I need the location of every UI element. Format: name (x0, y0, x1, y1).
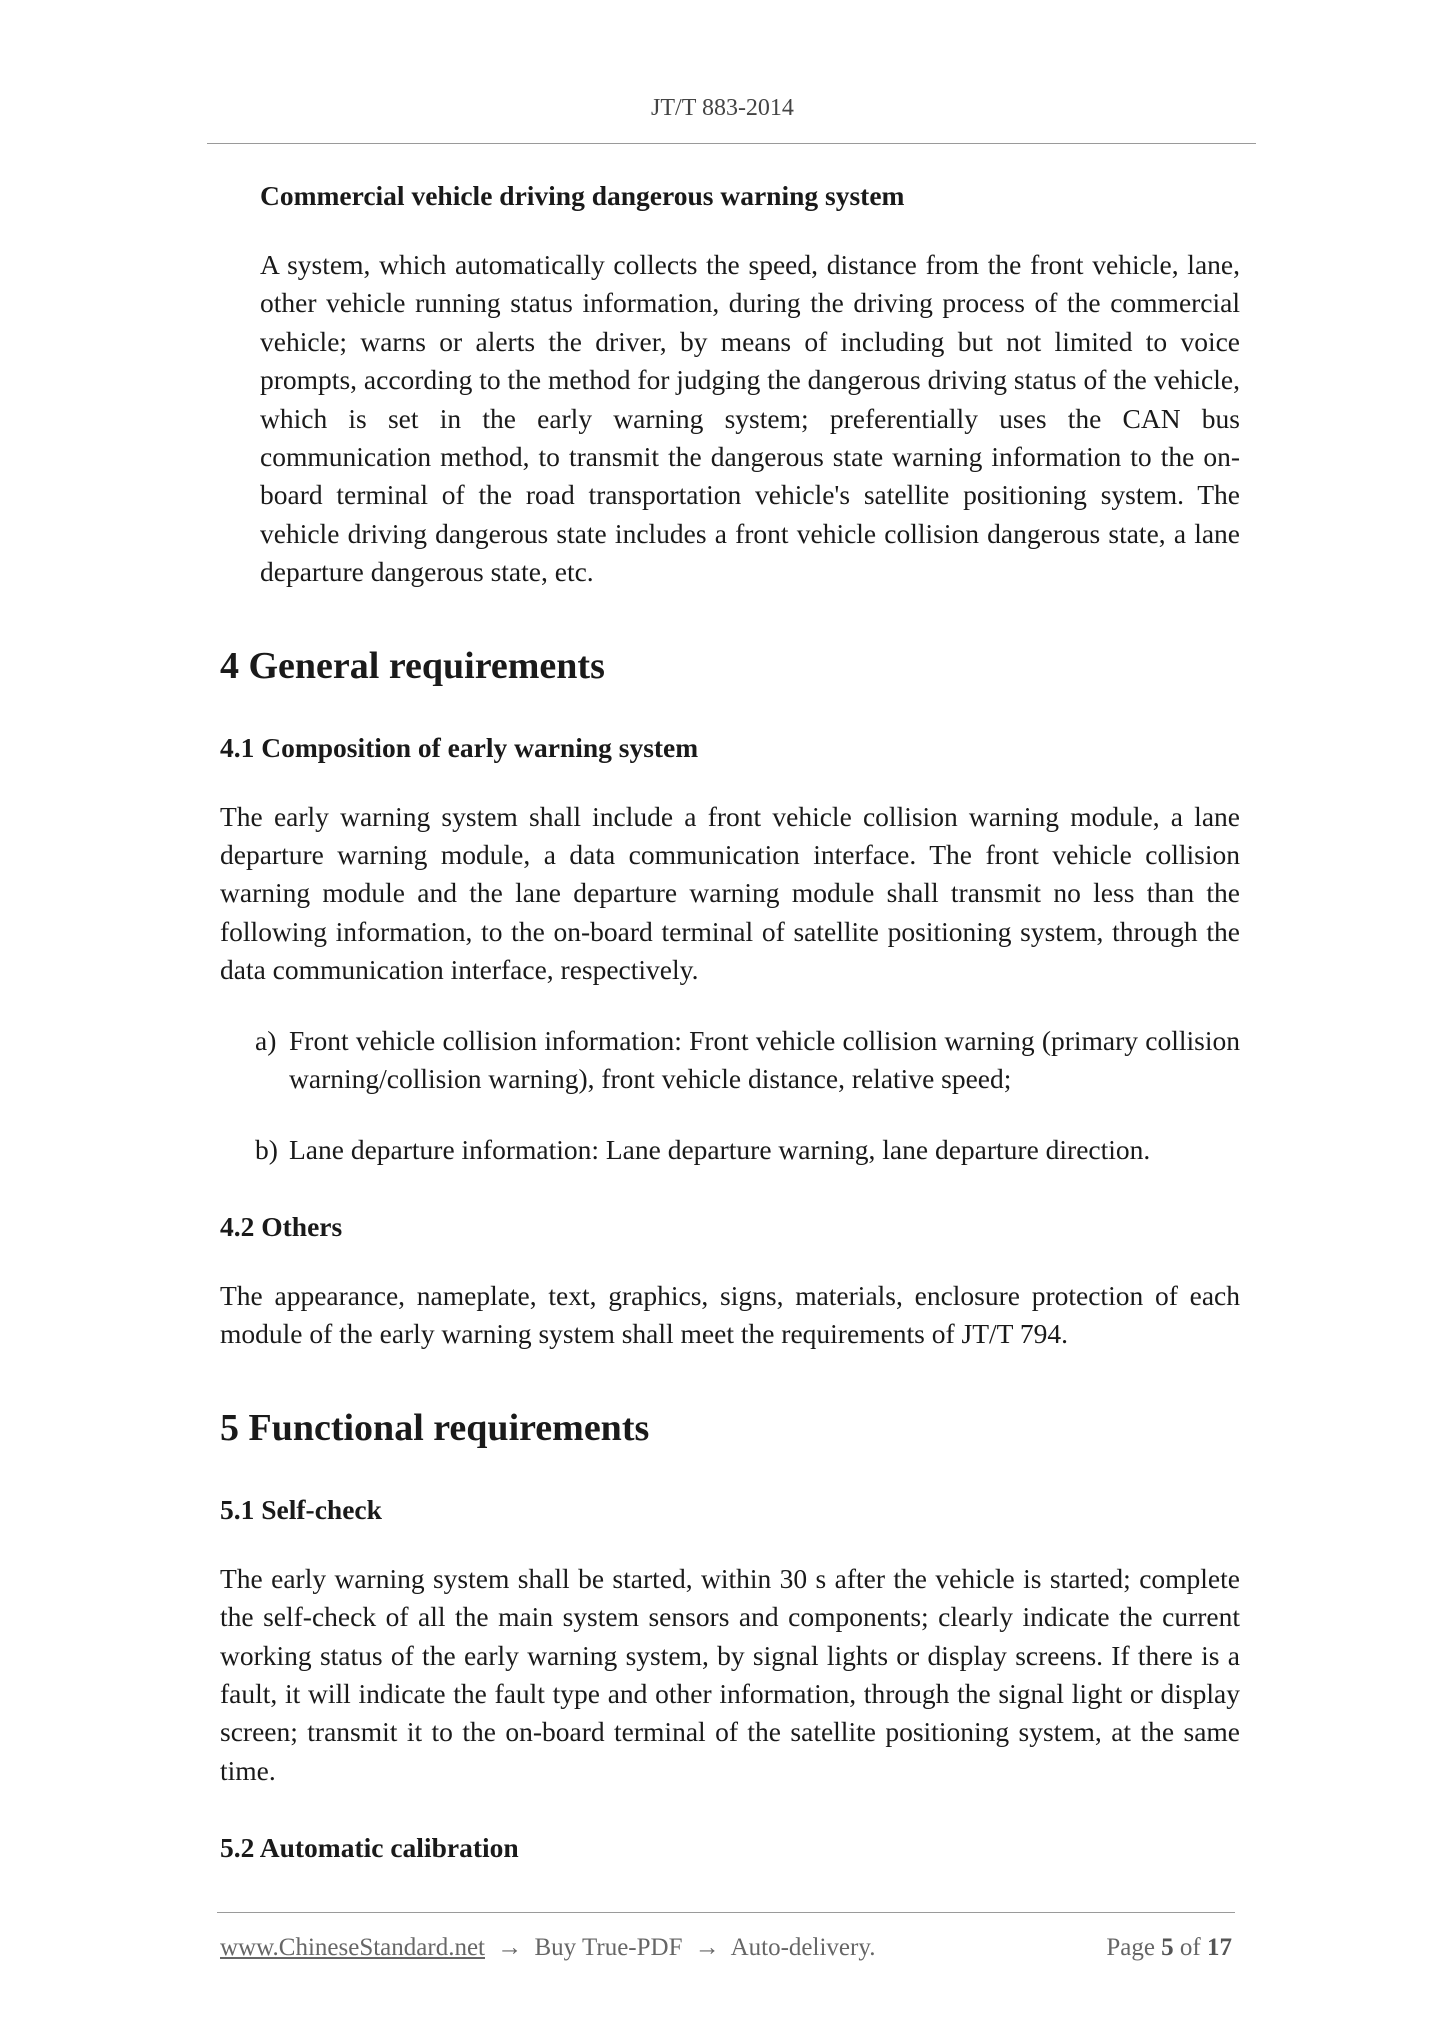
section-4-2-paragraph: The appearance, nameplate, text, graphics, signs, materials, enclosure protection of each module of the early warning system shall meet the requirements of JT/T 794. (220, 1279, 1240, 1350)
page-of-label: of (1179, 1934, 1201, 1961)
chinese-standard-link[interactable]: www.ChineseStandard.net (220, 1934, 485, 1961)
arrow-right-icon: → (497, 1934, 523, 1961)
section-5-2-heading: 5.2 Automatic calibration (220, 1832, 519, 1864)
list-item (255, 1131, 1240, 1169)
section-5-1-heading: 5.1 Self-check (220, 1493, 382, 1525)
term-definition: A system, which automatically collects the speed, distance from the front vehicle, lane, other vehicle running status information, during the driving process of the commercial vehicle; warns or alerts the driver, by means of including but not limited to voice prompts, according to the method for judging the dangerous driving status of the vehicle, which is set in the early warning system; preferentially uses the CAN bus communication method, to transmit the dangerous state warning information to the on-board terminal of the road transportation vehicle's satellite positioning system. The vehicle driving dangerous state includes a front vehicle collision dangerous state, a lane departure dangerous state, etc. (260, 249, 1240, 588)
section-5-1-paragraph: The early warning system shall be started, within 30 s after the vehicle is started; complete the self-check of all the main system sensors and components; clearly indicate the current working status of the early warning system, by signal lights or display screens. If there is a fault, it will indicate the fault type and other information, through the signal light or display screen; transmit it to the on-board terminal of the satellite positioning system, at the same time. (220, 1562, 1240, 1786)
arrow-right-icon: → (694, 1934, 720, 1961)
list-item-text: Lane departure information: Lane departure warning, lane departure direction. (289, 1133, 1151, 1165)
page-label: Page (1106, 1934, 1155, 1961)
auto-delivery-text: Auto-delivery. (730, 1934, 876, 1961)
list-item-text: Front vehicle collision information: Front vehicle collision warning (primary collision warning/collision warning), front vehicle distance, relative speed; (289, 1024, 1240, 1095)
footer-promo (220, 1934, 875, 1962)
section-4-1-paragraph: The early warning system shall include a front vehicle collision warning module, a lane departure warning module, a data communication interface. The front vehicle collision warning module and the lane departure warning module shall transmit no less than the following information, to the on-board terminal of satellite positioning system, through the data communication interface, respectively. (220, 800, 1240, 986)
section-5-heading: 5 Functional requirements (220, 1406, 650, 1449)
document-code-header: JT/T 883-2014 (651, 95, 794, 121)
page-number (1106, 1934, 1232, 1962)
page-content (220, 172, 1240, 1866)
term-title: Commercial vehicle driving dangerous warning system (260, 180, 905, 211)
section-4-2-heading: 4.2 Others (220, 1210, 343, 1242)
page-total: 17 (1207, 1934, 1232, 1961)
list-item-marker: b) (255, 1133, 278, 1165)
buy-true-pdf-text: Buy True-PDF (534, 1934, 683, 1961)
page-current: 5 (1161, 1934, 1174, 1961)
footer-divider (217, 1912, 1235, 1913)
header-divider (207, 143, 1256, 144)
section-4-1-heading: 4.1 Composition of early warning system (220, 731, 699, 763)
section-4-heading: 4 General requirements (220, 644, 605, 687)
list-item (255, 1022, 1240, 1099)
page-footer (220, 1934, 1232, 1962)
list-item-marker: a) (255, 1024, 277, 1056)
